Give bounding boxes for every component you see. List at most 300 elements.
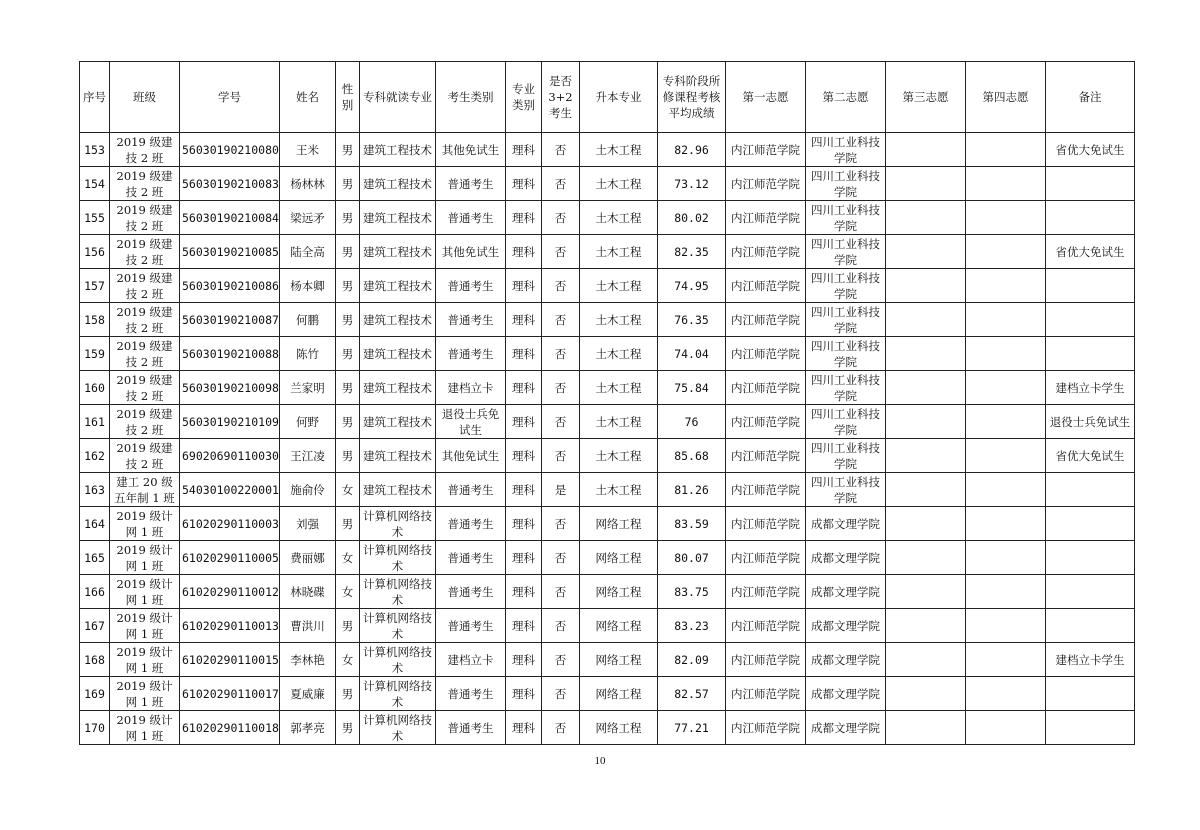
cell-class: 2019 级建技 2 班	[110, 133, 180, 167]
cell-choice-1: 内江师范学院	[726, 269, 806, 303]
cell-remarks	[1046, 575, 1135, 609]
cell-diploma-major: 计算机网络技术	[360, 507, 436, 541]
cell-class: 2019 级建技 2 班	[110, 201, 180, 235]
cell-target-major: 网络工程	[580, 609, 658, 643]
cell-choice-2: 四川工业科技学院	[806, 303, 886, 337]
cell-is-3plus2: 是	[542, 473, 580, 507]
cell-choice-1: 内江师范学院	[726, 711, 806, 745]
cell-gender: 女	[336, 473, 360, 507]
cell-name: 曹洪川	[280, 609, 336, 643]
cell-seq: 169	[80, 677, 110, 711]
table-row	[80, 609, 1135, 643]
cell-diploma-major: 计算机网络技术	[360, 541, 436, 575]
cell-choice-4	[966, 609, 1046, 643]
cell-choice-2: 四川工业科技学院	[806, 235, 886, 269]
cell-class: 2019 级建技 2 班	[110, 405, 180, 439]
cell-gender: 男	[336, 337, 360, 371]
cell-subject-type: 理科	[506, 439, 542, 473]
cell-name: 杨林林	[280, 167, 336, 201]
cell-avg-score: 74.04	[658, 337, 726, 371]
cell-is-3plus2: 否	[542, 269, 580, 303]
cell-diploma-major: 计算机网络技术	[360, 711, 436, 745]
cell-gender: 女	[336, 575, 360, 609]
cell-choice-2: 四川工业科技学院	[806, 201, 886, 235]
cell-is-3plus2: 否	[542, 541, 580, 575]
cell-remarks	[1046, 677, 1135, 711]
cell-choice-3	[886, 643, 966, 677]
table-row	[80, 439, 1135, 473]
cell-choice-4	[966, 541, 1046, 575]
cell-target-major: 土木工程	[580, 337, 658, 371]
cell-seq: 157	[80, 269, 110, 303]
cell-choice-4	[966, 507, 1046, 541]
cell-applicant-type: 普通考生	[436, 167, 506, 201]
cell-student-id: 69020690110030	[180, 439, 280, 473]
table-row	[80, 711, 1135, 745]
cell-choice-1: 内江师范学院	[726, 439, 806, 473]
cell-student-id: 54030100220001	[180, 473, 280, 507]
cell-gender: 男	[336, 439, 360, 473]
header-choice-2: 第二志愿	[806, 62, 886, 133]
cell-gender: 男	[336, 371, 360, 405]
cell-remarks	[1046, 269, 1135, 303]
cell-name: 梁远矛	[280, 201, 336, 235]
page-number: 10	[594, 755, 606, 767]
cell-choice-4	[966, 371, 1046, 405]
header-applicant-type: 考生类别	[436, 62, 506, 133]
cell-choice-2: 成都文理学院	[806, 677, 886, 711]
cell-subject-type: 理科	[506, 507, 542, 541]
cell-choice-3	[886, 337, 966, 371]
cell-choice-1: 内江师范学院	[726, 133, 806, 167]
cell-diploma-major: 计算机网络技术	[360, 609, 436, 643]
cell-choice-2: 成都文理学院	[806, 643, 886, 677]
cell-avg-score: 85.68	[658, 439, 726, 473]
cell-choice-1: 内江师范学院	[726, 643, 806, 677]
cell-avg-score: 81.26	[658, 473, 726, 507]
cell-choice-2: 四川工业科技学院	[806, 337, 886, 371]
table-row	[80, 337, 1135, 371]
cell-applicant-type: 建档立卡	[436, 371, 506, 405]
cell-remarks	[1046, 609, 1135, 643]
cell-choice-2: 成都文理学院	[806, 609, 886, 643]
cell-subject-type: 理科	[506, 235, 542, 269]
cell-gender: 男	[336, 507, 360, 541]
cell-class: 建工 20 级五年制 1 班	[110, 473, 180, 507]
header-choice-1: 第一志愿	[726, 62, 806, 133]
cell-seq: 158	[80, 303, 110, 337]
cell-name: 兰家明	[280, 371, 336, 405]
table-row	[80, 405, 1135, 439]
cell-diploma-major: 建筑工程技术	[360, 269, 436, 303]
cell-remarks: 省优大免试生	[1046, 235, 1135, 269]
cell-choice-4	[966, 643, 1046, 677]
cell-seq: 164	[80, 507, 110, 541]
cell-seq: 166	[80, 575, 110, 609]
cell-remarks: 省优大免试生	[1046, 439, 1135, 473]
cell-diploma-major: 建筑工程技术	[360, 405, 436, 439]
cell-remarks	[1046, 507, 1135, 541]
cell-remarks	[1046, 303, 1135, 337]
cell-subject-type: 理科	[506, 337, 542, 371]
header-target-major: 升本专业	[580, 62, 658, 133]
cell-choice-4	[966, 473, 1046, 507]
cell-gender: 男	[336, 269, 360, 303]
cell-class: 2019 级计网 1 班	[110, 507, 180, 541]
cell-diploma-major: 建筑工程技术	[360, 371, 436, 405]
cell-remarks: 建档立卡学生	[1046, 371, 1135, 405]
cell-student-id: 56030190210085	[180, 235, 280, 269]
cell-choice-4	[966, 133, 1046, 167]
cell-applicant-type: 其他免试生	[436, 439, 506, 473]
cell-student-id: 56030190210084	[180, 201, 280, 235]
cell-is-3plus2: 否	[542, 609, 580, 643]
cell-student-id: 56030190210109	[180, 405, 280, 439]
cell-seq: 163	[80, 473, 110, 507]
cell-gender: 男	[336, 133, 360, 167]
cell-subject-type: 理科	[506, 473, 542, 507]
cell-is-3plus2: 否	[542, 643, 580, 677]
cell-class: 2019 级建技 2 班	[110, 439, 180, 473]
cell-target-major: 网络工程	[580, 711, 658, 745]
cell-applicant-type: 普通考生	[436, 541, 506, 575]
cell-target-major: 土木工程	[580, 473, 658, 507]
cell-choice-1: 内江师范学院	[726, 201, 806, 235]
cell-seq: 154	[80, 167, 110, 201]
cell-avg-score: 82.96	[658, 133, 726, 167]
cell-remarks	[1046, 337, 1135, 371]
cell-seq: 167	[80, 609, 110, 643]
table-row	[80, 473, 1135, 507]
table-row	[80, 201, 1135, 235]
cell-gender: 男	[336, 677, 360, 711]
cell-seq: 155	[80, 201, 110, 235]
cell-is-3plus2: 否	[542, 677, 580, 711]
cell-remarks	[1046, 167, 1135, 201]
cell-name: 陆全高	[280, 235, 336, 269]
cell-is-3plus2: 否	[542, 711, 580, 745]
cell-is-3plus2: 否	[542, 201, 580, 235]
cell-choice-2: 成都文理学院	[806, 711, 886, 745]
cell-student-id: 56030190210088	[180, 337, 280, 371]
header-choice-4: 第四志愿	[966, 62, 1046, 133]
cell-name: 刘强	[280, 507, 336, 541]
cell-class: 2019 级计网 1 班	[110, 575, 180, 609]
cell-choice-3	[886, 405, 966, 439]
cell-choice-1: 内江师范学院	[726, 371, 806, 405]
table-row	[80, 167, 1135, 201]
cell-choice-4	[966, 439, 1046, 473]
cell-applicant-type: 普通考生	[436, 575, 506, 609]
cell-avg-score: 75.84	[658, 371, 726, 405]
cell-class: 2019 级计网 1 班	[110, 609, 180, 643]
cell-name: 何鹏	[280, 303, 336, 337]
cell-avg-score: 74.95	[658, 269, 726, 303]
cell-target-major: 土木工程	[580, 439, 658, 473]
cell-choice-3	[886, 201, 966, 235]
table-row	[80, 507, 1135, 541]
cell-remarks: 省优大免试生	[1046, 133, 1135, 167]
header-choice-3: 第三志愿	[886, 62, 966, 133]
cell-class: 2019 级建技 2 班	[110, 235, 180, 269]
cell-class: 2019 级建技 2 班	[110, 371, 180, 405]
cell-is-3plus2: 否	[542, 439, 580, 473]
cell-name: 林晓碟	[280, 575, 336, 609]
cell-diploma-major: 计算机网络技术	[360, 575, 436, 609]
cell-class: 2019 级计网 1 班	[110, 643, 180, 677]
cell-remarks: 建档立卡学生	[1046, 643, 1135, 677]
cell-diploma-major: 建筑工程技术	[360, 439, 436, 473]
cell-subject-type: 理科	[506, 677, 542, 711]
header-seq: 序号	[80, 62, 110, 133]
cell-diploma-major: 建筑工程技术	[360, 303, 436, 337]
cell-target-major: 土木工程	[580, 303, 658, 337]
cell-avg-score: 83.59	[658, 507, 726, 541]
cell-choice-1: 内江师范学院	[726, 405, 806, 439]
cell-applicant-type: 其他免试生	[436, 133, 506, 167]
cell-name: 杨本卿	[280, 269, 336, 303]
cell-diploma-major: 建筑工程技术	[360, 167, 436, 201]
cell-avg-score: 82.57	[658, 677, 726, 711]
cell-avg-score: 73.12	[658, 167, 726, 201]
cell-choice-1: 内江师范学院	[726, 473, 806, 507]
cell-target-major: 土木工程	[580, 269, 658, 303]
cell-gender: 女	[336, 541, 360, 575]
cell-subject-type: 理科	[506, 303, 542, 337]
cell-is-3plus2: 否	[542, 133, 580, 167]
cell-seq: 168	[80, 643, 110, 677]
cell-gender: 男	[336, 167, 360, 201]
cell-student-id: 56030190210098	[180, 371, 280, 405]
cell-class: 2019 级建技 2 班	[110, 167, 180, 201]
cell-target-major: 土木工程	[580, 133, 658, 167]
cell-applicant-type: 普通考生	[436, 303, 506, 337]
table-row	[80, 371, 1135, 405]
table-row	[80, 303, 1135, 337]
cell-diploma-major: 建筑工程技术	[360, 133, 436, 167]
cell-student-id: 61020290110012	[180, 575, 280, 609]
header-row	[80, 62, 1135, 133]
cell-target-major: 土木工程	[580, 371, 658, 405]
cell-student-id: 56030190210086	[180, 269, 280, 303]
cell-student-id: 61020290110015	[180, 643, 280, 677]
table-row	[80, 269, 1135, 303]
cell-gender: 女	[336, 643, 360, 677]
cell-choice-2: 成都文理学院	[806, 507, 886, 541]
cell-is-3plus2: 否	[542, 371, 580, 405]
cell-remarks	[1046, 201, 1135, 235]
cell-applicant-type: 普通考生	[436, 677, 506, 711]
cell-choice-4	[966, 269, 1046, 303]
table-header	[80, 62, 1135, 133]
cell-choice-2: 四川工业科技学院	[806, 167, 886, 201]
cell-subject-type: 理科	[506, 609, 542, 643]
cell-seq: 159	[80, 337, 110, 371]
cell-target-major: 土木工程	[580, 235, 658, 269]
cell-choice-4	[966, 337, 1046, 371]
cell-choice-1: 内江师范学院	[726, 507, 806, 541]
cell-applicant-type: 普通考生	[436, 201, 506, 235]
cell-is-3plus2: 否	[542, 507, 580, 541]
cell-subject-type: 理科	[506, 133, 542, 167]
cell-name: 王米	[280, 133, 336, 167]
cell-gender: 男	[336, 201, 360, 235]
cell-choice-3	[886, 711, 966, 745]
cell-class: 2019 级计网 1 班	[110, 541, 180, 575]
table-row	[80, 235, 1135, 269]
cell-choice-4	[966, 575, 1046, 609]
cell-choice-2: 四川工业科技学院	[806, 473, 886, 507]
cell-gender: 男	[336, 235, 360, 269]
cell-class: 2019 级计网 1 班	[110, 677, 180, 711]
cell-diploma-major: 计算机网络技术	[360, 643, 436, 677]
header-avg-score: 专科阶段所修课程考核平均成绩	[658, 62, 726, 133]
cell-subject-type: 理科	[506, 541, 542, 575]
cell-target-major: 网络工程	[580, 677, 658, 711]
cell-is-3plus2: 否	[542, 167, 580, 201]
cell-subject-type: 理科	[506, 575, 542, 609]
cell-avg-score: 77.21	[658, 711, 726, 745]
cell-choice-4	[966, 167, 1046, 201]
cell-seq: 165	[80, 541, 110, 575]
table-row	[80, 133, 1135, 167]
cell-name: 李林艳	[280, 643, 336, 677]
cell-name: 夏威廉	[280, 677, 336, 711]
cell-applicant-type: 普通考生	[436, 711, 506, 745]
cell-student-id: 61020290110017	[180, 677, 280, 711]
cell-student-id: 56030190210087	[180, 303, 280, 337]
cell-choice-1: 内江师范学院	[726, 303, 806, 337]
cell-remarks: 退役士兵免试生	[1046, 405, 1135, 439]
cell-is-3plus2: 否	[542, 235, 580, 269]
cell-subject-type: 理科	[506, 371, 542, 405]
cell-choice-1: 内江师范学院	[726, 575, 806, 609]
header-gender: 性别	[336, 62, 360, 133]
cell-seq: 170	[80, 711, 110, 745]
cell-class: 2019 级建技 2 班	[110, 303, 180, 337]
cell-choice-2: 四川工业科技学院	[806, 269, 886, 303]
cell-choice-2: 四川工业科技学院	[806, 439, 886, 473]
cell-seq: 161	[80, 405, 110, 439]
cell-target-major: 土木工程	[580, 167, 658, 201]
cell-avg-score: 82.35	[658, 235, 726, 269]
cell-choice-1: 内江师范学院	[726, 609, 806, 643]
cell-applicant-type: 普通考生	[436, 609, 506, 643]
cell-avg-score: 76.35	[658, 303, 726, 337]
cell-choice-1: 内江师范学院	[726, 541, 806, 575]
cell-choice-3	[886, 303, 966, 337]
cell-remarks	[1046, 473, 1135, 507]
cell-choice-4	[966, 677, 1046, 711]
cell-class: 2019 级计网 1 班	[110, 711, 180, 745]
cell-choice-3	[886, 167, 966, 201]
cell-name: 郭孝亮	[280, 711, 336, 745]
cell-student-id: 61020290110005	[180, 541, 280, 575]
cell-seq: 156	[80, 235, 110, 269]
cell-choice-3	[886, 473, 966, 507]
student-table	[79, 61, 1135, 745]
cell-applicant-type: 退役士兵免试生	[436, 405, 506, 439]
cell-student-id: 56030190210083	[180, 167, 280, 201]
cell-target-major: 网络工程	[580, 541, 658, 575]
cell-avg-score: 83.23	[658, 609, 726, 643]
cell-seq: 153	[80, 133, 110, 167]
cell-choice-3	[886, 575, 966, 609]
cell-diploma-major: 建筑工程技术	[360, 473, 436, 507]
cell-remarks	[1046, 711, 1135, 745]
cell-choice-3	[886, 541, 966, 575]
cell-name: 王江凌	[280, 439, 336, 473]
cell-name: 陈竹	[280, 337, 336, 371]
cell-subject-type: 理科	[506, 201, 542, 235]
cell-student-id: 61020290110003	[180, 507, 280, 541]
cell-choice-3	[886, 235, 966, 269]
cell-choice-4	[966, 235, 1046, 269]
cell-avg-score: 76	[658, 405, 726, 439]
cell-student-id: 56030190210080	[180, 133, 280, 167]
header-subject-type: 专业类别	[506, 62, 542, 133]
cell-seq: 160	[80, 371, 110, 405]
cell-subject-type: 理科	[506, 643, 542, 677]
cell-choice-2: 成都文理学院	[806, 575, 886, 609]
cell-target-major: 网络工程	[580, 507, 658, 541]
header-class: 班级	[110, 62, 180, 133]
cell-choice-2: 成都文理学院	[806, 541, 886, 575]
cell-applicant-type: 普通考生	[436, 269, 506, 303]
cell-choice-1: 内江师范学院	[726, 167, 806, 201]
cell-choice-3	[886, 677, 966, 711]
cell-choice-2: 四川工业科技学院	[806, 405, 886, 439]
cell-gender: 男	[336, 711, 360, 745]
table-row	[80, 643, 1135, 677]
cell-choice-3	[886, 269, 966, 303]
cell-choice-2: 四川工业科技学院	[806, 133, 886, 167]
cell-target-major: 网络工程	[580, 643, 658, 677]
cell-avg-score: 82.09	[658, 643, 726, 677]
cell-name: 费丽娜	[280, 541, 336, 575]
cell-applicant-type: 普通考生	[436, 337, 506, 371]
cell-subject-type: 理科	[506, 405, 542, 439]
cell-name: 何野	[280, 405, 336, 439]
cell-applicant-type: 其他免试生	[436, 235, 506, 269]
cell-diploma-major: 建筑工程技术	[360, 235, 436, 269]
cell-choice-4	[966, 405, 1046, 439]
cell-gender: 男	[336, 405, 360, 439]
cell-choice-2: 四川工业科技学院	[806, 371, 886, 405]
cell-subject-type: 理科	[506, 269, 542, 303]
cell-target-major: 土木工程	[580, 405, 658, 439]
cell-is-3plus2: 否	[542, 405, 580, 439]
table-row	[80, 541, 1135, 575]
cell-avg-score: 80.02	[658, 201, 726, 235]
cell-subject-type: 理科	[506, 711, 542, 745]
cell-student-id: 61020290110013	[180, 609, 280, 643]
cell-applicant-type: 建档立卡	[436, 643, 506, 677]
cell-seq: 162	[80, 439, 110, 473]
cell-is-3plus2: 否	[542, 303, 580, 337]
cell-diploma-major: 建筑工程技术	[360, 337, 436, 371]
header-diploma-major: 专科就读专业	[360, 62, 436, 133]
cell-student-id: 61020290110018	[180, 711, 280, 745]
cell-is-3plus2: 否	[542, 575, 580, 609]
cell-diploma-major: 计算机网络技术	[360, 677, 436, 711]
cell-class: 2019 级建技 2 班	[110, 269, 180, 303]
cell-avg-score: 83.75	[658, 575, 726, 609]
cell-choice-4	[966, 303, 1046, 337]
cell-name: 施俞伶	[280, 473, 336, 507]
cell-target-major: 土木工程	[580, 201, 658, 235]
cell-gender: 男	[336, 609, 360, 643]
